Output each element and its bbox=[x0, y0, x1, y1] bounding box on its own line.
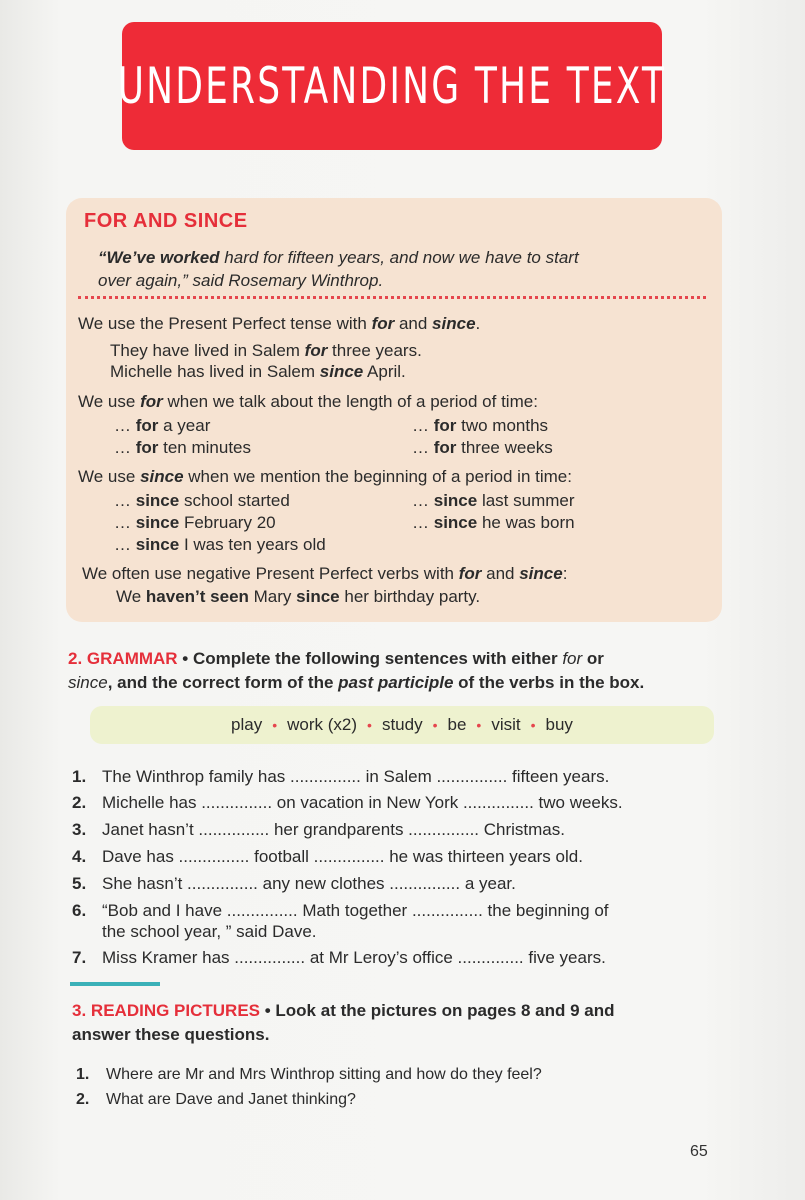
quote bbox=[98, 246, 698, 292]
for-example-kw: for bbox=[433, 416, 457, 435]
grammar-for: for bbox=[562, 649, 583, 668]
section-divider bbox=[70, 982, 160, 986]
verb-separator: • bbox=[476, 717, 482, 733]
since-example bbox=[114, 535, 326, 555]
for-example-pre: … bbox=[412, 438, 434, 457]
rule-4-since: since bbox=[519, 564, 563, 583]
sentence-number: 6. bbox=[72, 901, 87, 920]
example-3-a: We bbox=[116, 587, 146, 606]
since-example-rest: February 20 bbox=[179, 513, 276, 532]
sentence-text: Miss Kramer has ............... at Mr Leroy’s office .............. five years. bbox=[102, 948, 606, 967]
since-example-kw: since bbox=[135, 513, 180, 532]
since-example-kw: since bbox=[433, 513, 478, 532]
rule-2-a: We use bbox=[78, 392, 141, 411]
for-example-kw: for bbox=[135, 438, 159, 457]
reading-title: READING PICTURES bbox=[90, 1001, 260, 1020]
exercise-sentence-continuation bbox=[102, 921, 317, 943]
sentence-number: 7. bbox=[72, 948, 87, 967]
example-3-c: Mary bbox=[248, 587, 297, 606]
since-example-pre: … bbox=[412, 513, 434, 532]
title-banner bbox=[117, 22, 667, 150]
since-example bbox=[114, 491, 290, 511]
rule-1-since: since bbox=[432, 314, 476, 333]
dotted-divider bbox=[78, 296, 706, 299]
rule-1 bbox=[78, 314, 480, 334]
verb-item: work (x2) bbox=[287, 715, 358, 734]
sentence-number: 3. bbox=[72, 820, 87, 839]
sentence-text: Michelle has ............... on vacation in New York ............... two weeks. bbox=[102, 793, 623, 812]
since-example-rest: last summer bbox=[477, 491, 575, 510]
for-example-rest: a year bbox=[158, 416, 211, 435]
example-3 bbox=[116, 587, 480, 607]
for-example bbox=[114, 416, 210, 436]
rule-2 bbox=[78, 392, 538, 412]
reading-instruction-2: answer these questions. bbox=[72, 1025, 270, 1044]
sentence-text: Dave has ............... football ............... he was thirteen years old. bbox=[102, 847, 583, 866]
exercise-sentence bbox=[72, 819, 565, 841]
sentence-text: Janet hasn’t ............... her grandparents ............... Christmas. bbox=[102, 820, 565, 839]
page-number: 65 bbox=[690, 1143, 708, 1160]
verb-separator: • bbox=[432, 717, 438, 733]
since-example-kw: since bbox=[135, 535, 180, 554]
since-example-rest: he was born bbox=[477, 513, 575, 532]
sentence-text: The Winthrop family has ............... in Salem ............... fifteen years. bbox=[102, 767, 610, 786]
for-example bbox=[114, 438, 251, 458]
rule-4-and: and bbox=[481, 564, 520, 583]
grammar-since: since bbox=[68, 673, 108, 692]
sentence-number: 4. bbox=[72, 847, 87, 866]
exercise-sentence bbox=[72, 947, 606, 969]
for-example-rest: two months bbox=[456, 416, 549, 435]
reading-heading bbox=[72, 999, 712, 1047]
quote-line1: hard for fifteen years, and now we have to start bbox=[219, 248, 579, 267]
example-1-kw: for bbox=[304, 341, 328, 360]
rule-4-end: : bbox=[562, 564, 568, 583]
example-2-a: Michelle has lived in Salem bbox=[110, 362, 320, 381]
verb-item: play bbox=[231, 715, 263, 734]
question bbox=[76, 1066, 542, 1084]
example-2-b: April. bbox=[363, 362, 406, 381]
question bbox=[76, 1091, 356, 1109]
grammar-past-participle: past participle bbox=[338, 673, 454, 692]
rule-4-for: for bbox=[458, 564, 482, 583]
exercise-sentence bbox=[72, 846, 583, 868]
exercise-sentence bbox=[72, 792, 623, 814]
grammar-instruction-a: Complete the following sentences with either bbox=[192, 649, 563, 668]
since-example-rest: I was ten years old bbox=[179, 535, 326, 554]
verb-item: be bbox=[447, 715, 467, 734]
since-example-rest: school started bbox=[179, 491, 290, 510]
since-example-pre: … bbox=[114, 513, 136, 532]
rule-1-for: for bbox=[371, 314, 395, 333]
since-example-pre: … bbox=[114, 535, 136, 554]
grammar-instruction-b: or bbox=[582, 649, 604, 668]
verb-item: buy bbox=[545, 715, 573, 734]
rule-4-a: We often use negative Present Perfect verbs with bbox=[82, 564, 459, 583]
verb-separator: • bbox=[272, 717, 278, 733]
example-3-b: haven’t seen bbox=[145, 587, 249, 606]
since-example-kw: since bbox=[433, 491, 478, 510]
rule-1-text: We use the Present Perfect tense with bbox=[78, 314, 372, 333]
sentence-text: She hasn’t ............... any new clothes ............... a year. bbox=[102, 874, 516, 893]
grammar-instruction-c: , and the correct form of the bbox=[107, 673, 339, 692]
rule-2-kw: for bbox=[140, 392, 163, 411]
for-example bbox=[412, 416, 548, 436]
reading-bullet: • bbox=[260, 1001, 276, 1020]
sentence-number: 5. bbox=[72, 874, 87, 893]
example-1 bbox=[110, 341, 422, 361]
sentence-number: 1. bbox=[72, 767, 87, 786]
example-2-kw: since bbox=[319, 362, 364, 381]
sentence-text: “Bob and I have ............... Math together ............... the beginning of bbox=[102, 901, 609, 920]
for-example-pre: … bbox=[412, 416, 434, 435]
grammar-title: GRAMMAR bbox=[86, 649, 178, 668]
quote-line2: over again,” said Rosemary Winthrop. bbox=[98, 271, 384, 290]
question-text: Where are Mr and Mrs Winthrop sitting and how do they feel? bbox=[106, 1066, 542, 1083]
reading-number: 3. bbox=[72, 1001, 87, 1020]
exercise-sentence bbox=[72, 873, 516, 895]
rule-3-a: We use bbox=[78, 467, 141, 486]
for-example bbox=[412, 438, 553, 458]
verb-separator: • bbox=[530, 717, 536, 733]
sentence-number: 2. bbox=[72, 793, 87, 812]
for-example-kw: for bbox=[433, 438, 457, 457]
question-number: 2. bbox=[76, 1091, 90, 1108]
since-example bbox=[114, 513, 276, 533]
for-example-rest: ten minutes bbox=[158, 438, 252, 457]
rule-3 bbox=[78, 467, 572, 487]
rule-3-kw: since bbox=[140, 467, 184, 486]
page-title: UNDERSTANDING THE TEXT bbox=[117, 57, 667, 115]
quote-bold: “We’ve worked bbox=[98, 248, 220, 267]
for-example-pre: … bbox=[114, 438, 136, 457]
since-example-pre: … bbox=[412, 491, 434, 510]
for-example-rest: three weeks bbox=[456, 438, 553, 457]
grammar-number: 2. bbox=[68, 649, 83, 668]
rule-2-b: when we talk about the length of a period of time: bbox=[162, 392, 538, 411]
exercise-sentence bbox=[72, 766, 609, 788]
question-number: 1. bbox=[76, 1066, 90, 1083]
box-heading: FOR AND SINCE bbox=[84, 210, 248, 232]
verb-separator: • bbox=[367, 717, 372, 733]
question-text: What are Dave and Janet thinking? bbox=[106, 1091, 356, 1108]
rule-1-end: . bbox=[475, 314, 481, 333]
since-example bbox=[412, 491, 575, 511]
example-2 bbox=[110, 362, 406, 382]
since-example-pre: … bbox=[114, 491, 136, 510]
rule-1-and: and bbox=[394, 314, 433, 333]
example-3-e: her birthday party. bbox=[339, 587, 481, 606]
since-example-kw: since bbox=[135, 491, 180, 510]
for-example-kw: for bbox=[135, 416, 159, 435]
sentence-text: the school year, ” said Dave. bbox=[102, 922, 317, 941]
since-example bbox=[412, 513, 575, 533]
grammar-heading bbox=[68, 647, 708, 695]
verb-item: study bbox=[381, 715, 423, 734]
rule-4 bbox=[82, 564, 567, 584]
for-example-pre: … bbox=[114, 416, 136, 435]
exercise-sentence bbox=[72, 900, 609, 922]
grammar-bullet: • bbox=[177, 649, 193, 668]
reading-instruction-1: Look at the pictures on pages 8 and 9 and bbox=[275, 1001, 615, 1020]
verb-box bbox=[90, 706, 714, 744]
example-1-b: three years. bbox=[327, 341, 422, 360]
rule-3-b: when we mention the beginning of a period in time: bbox=[183, 467, 572, 486]
verb-item: visit bbox=[491, 715, 521, 734]
example-1-a: They have lived in Salem bbox=[110, 341, 305, 360]
example-3-d: since bbox=[296, 587, 340, 606]
grammar-instruction-d: of the verbs in the box. bbox=[453, 673, 645, 692]
